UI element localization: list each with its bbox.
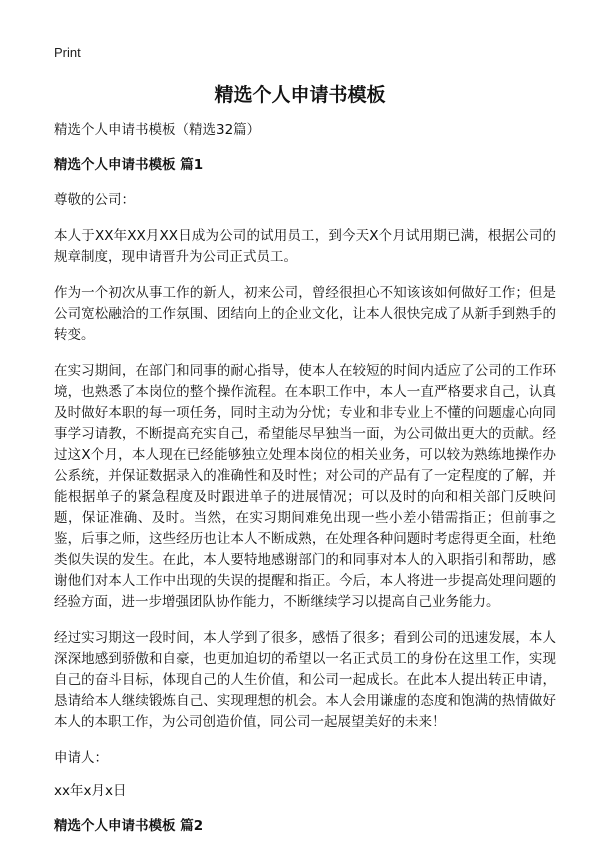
paragraph: 作为一个初次从事工作的新人，初来公司，曾经很担心不知该该如何做好工作；但是公司宽松融洽的工作氛围、团结向上的企业文化，让本人很快完成了从新手到熟手的转变。 bbox=[54, 285, 556, 343]
paragraph: 经过实习期这一段时间，本人学到了很多，感悟了很多；看到公司的迅速发展，本人深深地感到骄傲和自豪，也更加迫切的希望以一名正式员工的身份在这里工作，实现自己的奋斗目标，体现自己的人生价值，和公司一起成长。在此本人提出转正申请，恳请给本人继续锻炼自己、实现理想的机会。本人会用谦虚的态度和饱满的热情做好本人的本职工作，为公司创造价值，同公司一起展望美好的未来！ bbox=[54, 630, 556, 730]
paragraph: 本人于XX年XX月XX日成为公司的试用员工，到今天X个月试用期已满，根据公司的规章制度，现申请晋升为公司正式员工。 bbox=[54, 228, 556, 265]
paragraph: 在实习期间，在部门和同事的耐心指导，使本人在较短的时间内适应了公司的工作环境，也熟悉了本岗位的整个操作流程。在本职工作中，本人一直严格要求自己，认真及时做好本职的每一项任务，同时主动为分忧；专业和非专业上不懂的问题虚心向同事学习请教，不断提高充实自己，希望能尽早独当一面，为公司做出更大的贡献。经过这X个月，本人现在已经能够独立处理本岗位的相关业务，可以较为熟练地操作办公系统，并保证数据录入的准确性和及时性；对公司的产品有了一定程度的了解，并能根据单子的紧急程度及时跟进单子的进展情况；可以及时的向和相关部门反映问题，保证准确、及时。当然，在实习期间难免出现一些小差小错需指正；但前事之鉴，后事之师，这些经历也让本人不断成熟，在处理各种问题时考虑得更全面，杜绝类似失误的发生。在此，本人要特地感谢部门的和同事对本人的入职指引和帮助，感谢他们对本人工作中出现的失误的提醒和指正。今后，本人将进一步提高处理问题的经验方面，进一步增强团队协作能力，不断继续学习以提高自己业务能力。 bbox=[54, 363, 556, 610]
page-title: 精选个人申请书模板 bbox=[214, 84, 386, 106]
applicant-label: 申请人： bbox=[54, 750, 108, 766]
section-heading-2: 精选个人申请书模板 篇2 bbox=[54, 818, 204, 834]
date-line: xx年x月x日 bbox=[54, 783, 127, 799]
print-label: Print bbox=[54, 45, 81, 60]
section-heading-1: 精选个人申请书模板 篇1 bbox=[54, 157, 204, 173]
salutation: 尊敬的公司： bbox=[54, 192, 135, 208]
document-subtitle: 精选个人申请书模板（精选32篇） bbox=[54, 122, 261, 138]
document-body bbox=[54, 120, 556, 851]
